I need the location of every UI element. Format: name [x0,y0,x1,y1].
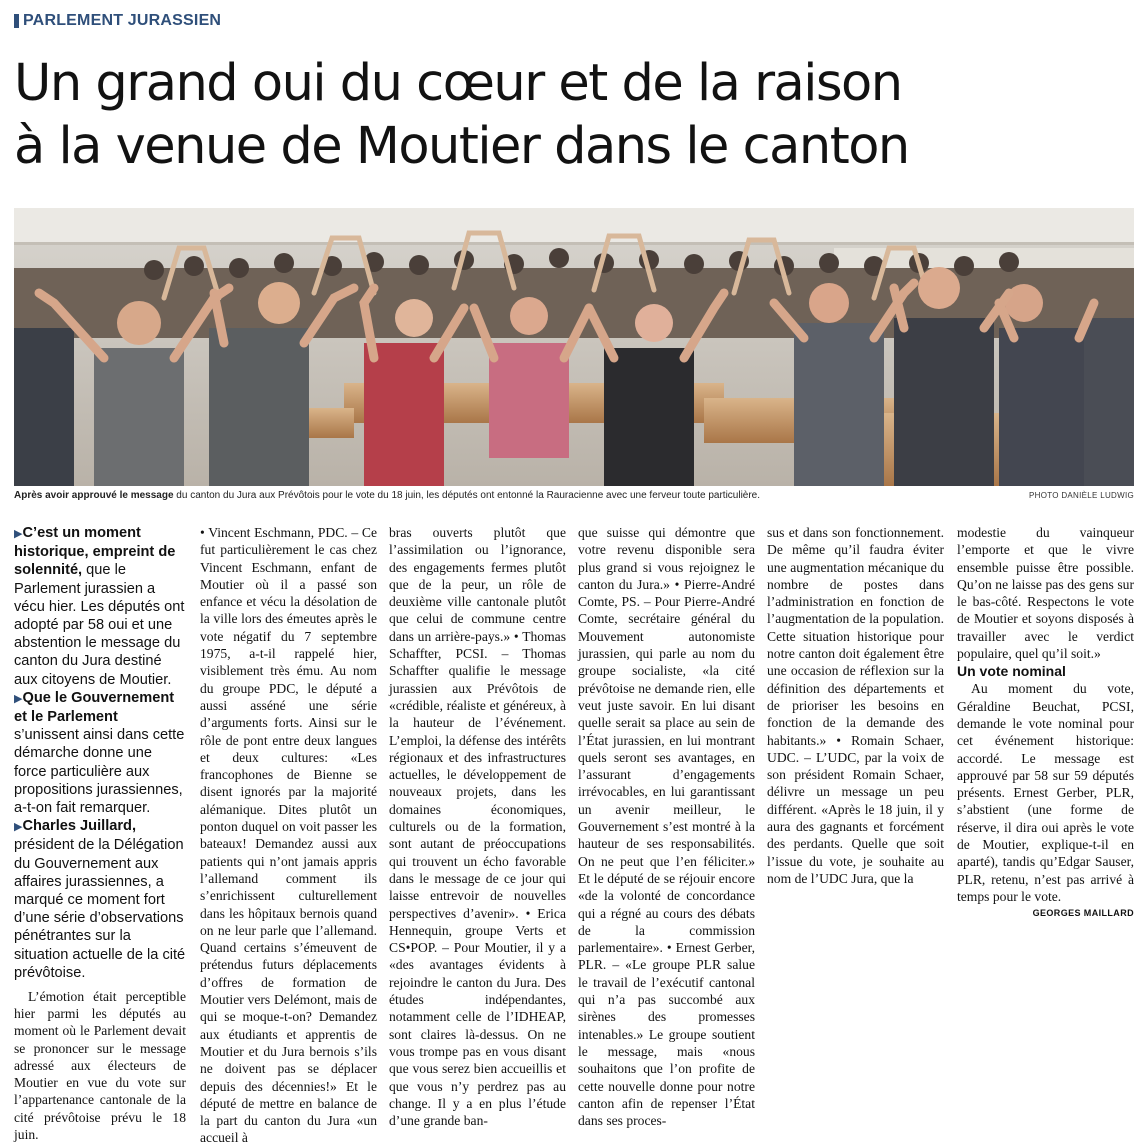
lead-body-text: L’émotion était perceptible hier parmi les députés au moment où le Parlement devait se prononcer sur le message adressé aux électeurs de Moutier en vue du vote sur l’appartenance cantonale de la cité prévôtoise prévu le 18 juin. [14,989,186,1142]
column-4-text: que suisse qui démontre que votre revenu disponible sera plus grand si vous rejoignez le canton du Jura.» • Pierre-André Comte, PS. – Pour Pierre-André Comte, secrétaire général du Mouvement autonomiste jurassien, qui parle au nom du groupe socialiste, «la cité prévôtoise ne demande rien, elle veut juste savoir. En lui disant quelle serait sa place au sein de l’État jurassien, en lui montrant quels seront ses avantages, en l’assurant d’engagements irrévocables, en lui garantissant un avenir meilleur, le Gouvernement s’est montré à la hauteur de ses responsabilités. On ne peut que l’en féliciter.» Et le député de se réjouir encore «de la volonté de concordance qui a régné au cours des débats de la commission parlementaire». • Ernest Gerber, PLR. – «Le groupe PLR salue le travail de l’exécutif cantonal qui n’a pas succombé aux sirènes des promesses intenables.» Le groupe soutient le message, mais «nous souhaitons que l’on profite de cette nouvelle donne pour notre canton afin de repenser l’État dans ses proces- [578,525,755,1129]
author-signature: GEORGES MAILLARD [1032,908,1134,919]
headline [14,52,1134,178]
lead-point-1-text: que le Parlement jurassien a vécu hier. Les députés ont adopté par 58 oui et une abstention le message du canton du Jura destiné aux citoyens de Moutier. [14,562,185,688]
headline-line-2: à la venue de Moutier dans le canton [14,117,909,176]
caption-text: du canton du Jura aux Prévôtois pour le vote du 18 juin, les députés ont entonné la Rauracienne avec une ferveur toute particulière. [173,490,761,501]
lead-point-1 [14,524,186,689]
headline-line-1: Un grand oui du cœur et de la raison [14,54,902,113]
lead-point-2-text: s’unissent ainsi dans cette démarche donne une force particulière aux propositions jurassiennes, a-t-on fait remarquer. [14,727,185,817]
photo-credit: PHOTO DANIÈLE LUDWIG [1029,491,1134,500]
lead-point-3-text: président de la Délégation du Gouvernement aux affaires jurassiennes, a marqué ce moment fort d’une série d’observations pénétrantes sur la situation actuelle de la cité prévôtoise. [14,837,186,981]
article-column-5 [767,524,944,1072]
article-column-6 [957,524,1134,1072]
column-5-text: sus et dans son fonctionnement. De même qu’il faudra éviter une augmentation mécanique du nombre de postes dans l’administration en fonction de l’augmentation de la population. Cette situation historique pour notre canton doit également être une occasion de réflexion sur la définition des départements et de prioriser les besoins en fonction de la demande des habitants.» • Romain Schaer, UDC. – L’UDC, par la voix de son président Romain Schaer, délivre un message un peu différent. «Après le 18 juin, il y aura des gagnants et forcément des perdants. Quelle que soit l’issue du vote, je souhaite au nom de l’UDC Jura, que la [767,525,944,886]
subheading: Un vote nominal [957,663,1066,680]
column-6b-text: Au moment du vote, Géraldine Beuchat, PCSI, demande le vote nominal pour cet événement historique: accordé. Le message est approuvé par 58 sur 59 députés présents. Ernest Gerber, PLR, s’abstient (une forme de réserve, il dira oui après le vote de Moutier, explique-t-il en aparté), tandis qu’Edgar Sauser, PLR, retenu, n’est pas arrivé à temps pour le vote. [957,681,1134,904]
article-column-2 [200,524,377,1146]
column-2-text: • Vincent Eschmann, PDC. – Ce fut particulièrement le cas chez Vincent Eschmann, enfant de Moutier où il a passé son enfance et vécu la désolation de la ville lors des émeutes après le vote négatif du 7 septembre 1975, a-t-il rappelé hier, visiblement très ému. Au nom du groupe PDC, le député a aussi asséné une série d’arguments forts. Ainsi sur le rôle de pont entre deux langues et deux cultures: «Les francophones de Bienne se disent ignorés par la majorité alémanique. Dites plutôt un ponton duquel on voit passer les bateaux! Demandez aussi aux patients qui n’ont jamais appris l’allemand comment ils s’enrichissent culturellement dans les hôpitaux bernois quand on ne leur parle que l’allemand. Quand certains s’émeuvent de prétendus futurs déplacements d’offres de formation de Moutier vers Delémont, mais de qui se moque-t-on? Demandez aux étudiants et apprentis de Moutier et du Jura bernois s’ils ne doivent pas se déplacer depuis des décennies!» Et le député de mettre en balance de la part du canton du Jura «un accueil à [200,525,377,1146]
parliament-photo [14,208,1134,486]
column-3-text: bras ouverts plutôt que l’assimilation ou l’ignorance, des engagements fermes plutôt que de la peur, un rôle de deuxième ville cantonale plutôt que celui de commune centre dans un arrière-pays.» • Thomas Schaffter, PCSI. – Thomas Schaffter qualifie le message jurassien aux Prévôtois de «crédible, réaliste et généreux, à la hauteur de l’événement. L’emploi, la défense des intérêts régionaux et des infrastructures actuelles, le développement de nouveaux projets, dans les domaines économiques, culturels ou de la formation, sont autant de préoccupations qui trouvent un écho favorable dans le message de ce jour qui laisse entrevoir de nouvelles perspectives d’avenir». • Erica Hennequin, groupe Verts et CS•POP. – Pour Moutier, il y a «des avantages évidents à rejoindre le canton du Jura. Des études indépendantes, notamment celle de l’IDHEAP, sont claires là-dessus. On ne vous trompe pas en vous disant que vous serez bien accueillis et que vous n’y perdrez pas au change. Il y a en plus l’étude d’une grande ban- [389,525,566,1129]
section-label [14,12,221,30]
photo-caption [14,489,1134,503]
lead-point-2-bold: Que le Gouvernement et le Parlement [14,689,175,726]
column-6-text: modestie du vainqueur l’emporte et que le vivre ensemble puisse être possible. Qu’on ne laisse pas des gens sur le bas-côté. Respectons le vote de Moutier et soyons disposés à travailler avec le verdict populaire, quel qu’il soit.» [957,525,1134,662]
lead-point-3 [14,817,186,982]
section-marker-icon [14,14,19,28]
section-title: PARLEMENT JURASSIEN [23,12,222,29]
triangle-bullet-icon: ▶ [14,692,23,705]
lead-point-1-bold: C’est un moment historique, empreint de solennité, [14,525,176,579]
article-column-3 [389,524,566,1129]
triangle-bullet-icon: ▶ [14,821,23,834]
lead-column [14,524,186,1142]
lead-point-2 [14,689,186,817]
lead-point-3-bold: Charles Juillard, [22,818,137,835]
caption-lead: Après avoir approuvé le message [14,490,174,501]
article-column-4 [578,524,755,1129]
triangle-bullet-icon: ▶ [14,528,23,540]
